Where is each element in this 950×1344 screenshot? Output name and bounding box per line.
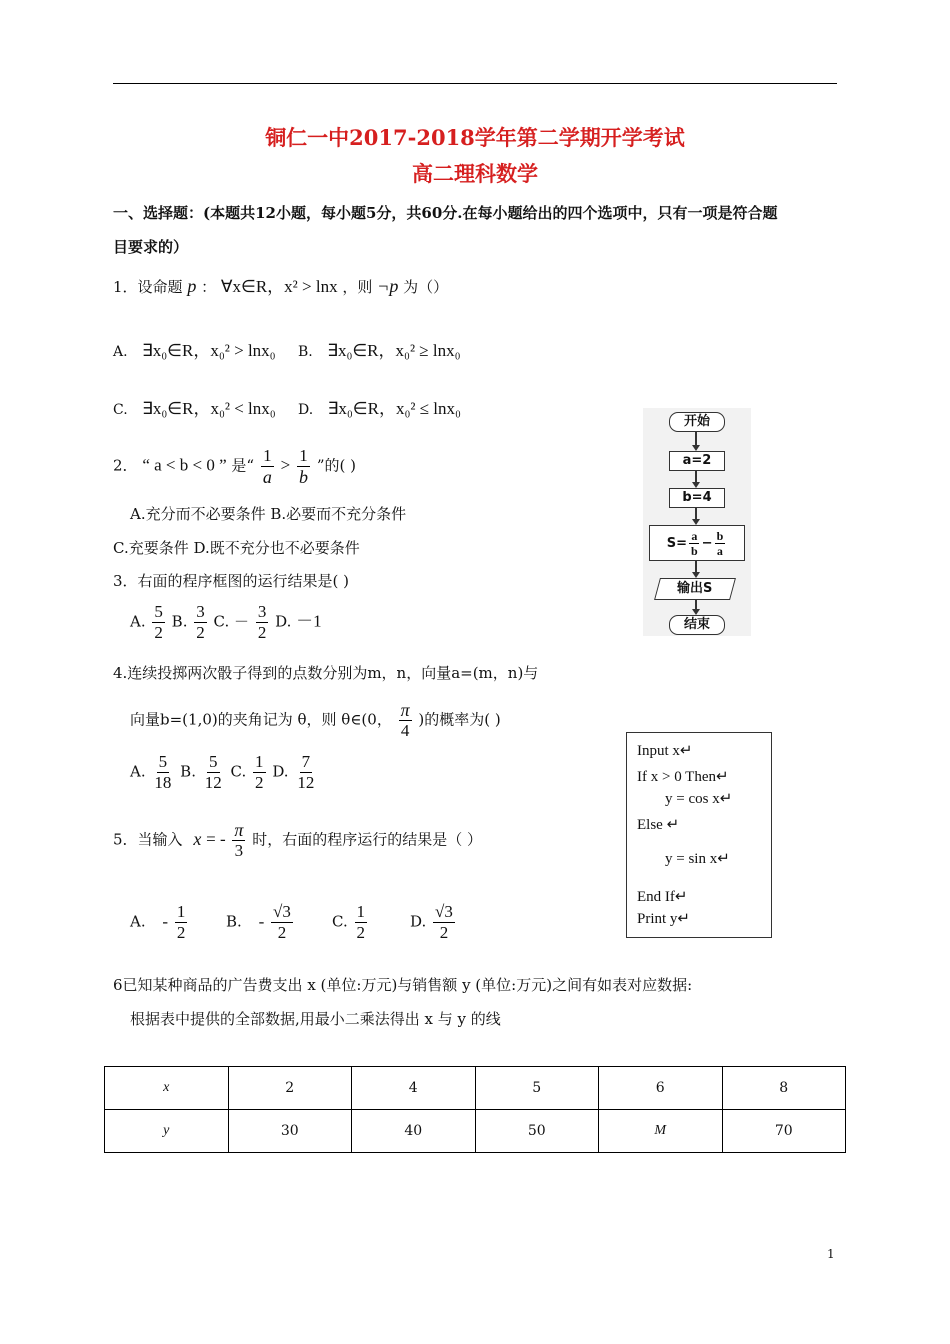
q1-option-d: D. ∃x₀∈R，x₀² ≤ lnx₀ xyxy=(298,399,461,418)
q5-option-c: C. $\frac{1}{2}$ xyxy=(332,902,365,942)
program-line-7: Print y↵ xyxy=(637,911,690,927)
table-cell: 70 xyxy=(722,1110,846,1153)
flowchart xyxy=(643,408,751,636)
program-line-1: Input x↵ xyxy=(637,743,693,759)
q5-option-a: A. - $\frac{1}{2}$ xyxy=(130,902,186,942)
flow-output: 输出S xyxy=(654,578,736,600)
question-3: 3．右面的程序框图的运行结果是( ) xyxy=(113,572,350,590)
program-line-6: End If↵ xyxy=(637,889,688,905)
question-4-line1: 4.连续投掷两次骰子得到的点数分别为m，n，向量a=(m，n)与 xyxy=(113,664,539,682)
program-line-2: If x > 0 Then↵ xyxy=(637,769,729,785)
table-cell: 8 xyxy=(722,1067,846,1110)
fraction-1-over-b: $\frac{1}{b}$ xyxy=(299,446,309,487)
page-number: 1 xyxy=(827,1247,835,1261)
table-row xyxy=(105,1067,846,1110)
q2-options-cd: C.充要条件 D.既不充分也不必要条件 xyxy=(113,539,360,557)
q1-option-b: B. ∃x₀∈R，x₀² ≥ lnx₀ xyxy=(298,341,461,360)
table-cell: 40 xyxy=(352,1110,476,1153)
fraction-1-over-a: $\frac{1}{a}$ xyxy=(262,446,272,487)
table-cell: 30 xyxy=(228,1110,352,1153)
question-6-line2: 根据表中提供的全部数据,用最小二乘法得出 x 与 y 的线 xyxy=(130,1010,501,1028)
q3-options: A. $\frac{5}{2}$ B. $\frac{3}{2}$ C. － $\frac{3}{2}$ D. －1 xyxy=(130,602,322,642)
flow-start: 开始 xyxy=(669,412,725,432)
table-cell: 5 xyxy=(475,1067,599,1110)
program-line-3: y = cos x↵ xyxy=(665,791,733,807)
q4-options: A. $\frac{5}{18}$ B. $\frac{5}{12}$ C. $\frac{1}{2}$ D. $\frac{7}{12}$ xyxy=(130,752,315,792)
table-cell: 6 xyxy=(599,1067,723,1110)
table-cell: 2 xyxy=(228,1067,352,1110)
exam-subtitle: 高二理科数学 xyxy=(412,161,538,186)
exam-title: 铜仁一中2017-2018学年第二学期开学考试 xyxy=(265,125,685,150)
section-heading-line1: 一、选择题：(本题共12小题，每小题5分，共60分.在每小题给出的四个选项中，只有一项是符合题 xyxy=(113,204,778,222)
flow-end: 结束 xyxy=(669,615,725,635)
question-2: 2． “ a < b < 0 ” 是“ $\frac{1}{a}$ > $\frac{1}{b}$ ”的( ) xyxy=(113,446,356,487)
table-cell: 4 xyxy=(352,1067,476,1110)
table-cell: M xyxy=(599,1110,723,1153)
program-line-5: y = sin x↵ xyxy=(665,851,730,867)
question-4-line2: 向量b=(1,0)的夹角记为 θ，则 θ∈(0， $\frac{\pi}{4}$ )的概率为( ) xyxy=(130,700,501,740)
flow-step-s: S= $\frac{a}{b}$ − $\frac{b}{a}$ xyxy=(649,525,745,561)
q5-option-d: D. $\frac{√3}{2}$ xyxy=(410,902,453,942)
program-box xyxy=(626,732,772,938)
flow-step-b: b=4 xyxy=(669,488,725,508)
table-cell: y xyxy=(105,1110,229,1153)
program-line-4: Else ↵ xyxy=(637,817,680,833)
table-cell: x xyxy=(105,1067,229,1110)
data-table xyxy=(104,1066,846,1153)
q1-option-c: C. ∃x₀∈R，x₀² < lnx₀ xyxy=(113,399,276,418)
table-cell: 50 xyxy=(475,1110,599,1153)
question-1: 1．设命题 p ： ∀x∈R，x² > lnx ，则 ¬p 为（） xyxy=(113,276,449,296)
table-row xyxy=(105,1110,846,1153)
top-rule xyxy=(113,83,837,84)
question-6-line1: 6已知某种商品的广告费支出 x (单位:万元)与销售额 y (单位:万元)之间有如表对应数据: xyxy=(113,976,693,994)
q5-option-b: B. - $\frac{√3}{2}$ xyxy=(226,902,291,942)
q2-options-ab: A.充分而不必要条件 B.必要而不充分条件 xyxy=(130,505,407,523)
section-heading-line2: 目要求的） xyxy=(113,238,189,256)
question-5: 5．当输入 x = - $\frac{\pi}{3}$ 时，右面的程序运行的结果是（ ） xyxy=(113,820,482,860)
q1-option-a: A. ∃x₀∈R，x₀² > lnx₀ xyxy=(113,341,276,360)
flow-step-a: a=2 xyxy=(669,451,725,471)
